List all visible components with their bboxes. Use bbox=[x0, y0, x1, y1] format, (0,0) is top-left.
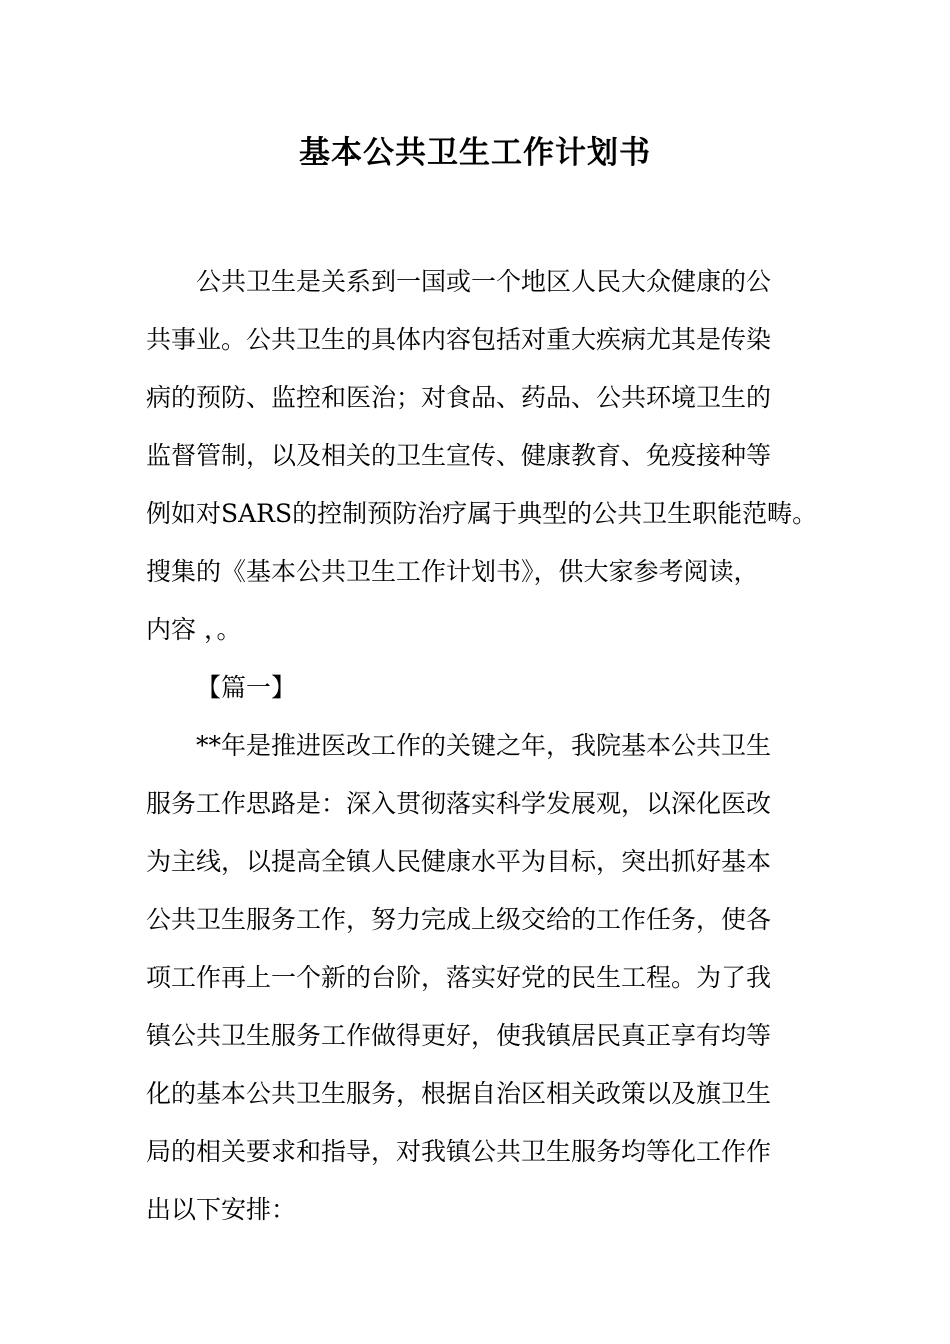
paragraph-body-line-6: 镇公共卫生服务工作做得更好，使我镇居民真正享有均等 bbox=[146, 1021, 772, 1050]
paragraph-intro-line-3: 病的预防、监控和医治；对食品、药品、公共环境卫生的 bbox=[146, 383, 772, 412]
paragraph-body-line-8: 局的相关要求和指导，对我镇公共卫生服务均等化工作作 bbox=[146, 1137, 772, 1166]
paragraph-body-line-3: 为主线，以提高全镇人民健康水平为目标，突出抓好基本 bbox=[146, 847, 772, 876]
paragraph-body-line-9: 出以下安排： bbox=[146, 1195, 297, 1224]
paragraph-intro-line-7: 内容 ，。 bbox=[146, 615, 242, 644]
paragraph-body-line-2: 服务工作思路是：深入贯彻落实科学发展观，以深化医改 bbox=[146, 789, 772, 818]
paragraph-intro-line-4: 监督管制，以及相关的卫生宣传、健康教育、免疫接种等 bbox=[146, 441, 772, 470]
paragraph-body-line-7: 化的基本公共卫生服务，根据自治区相关政策以及旗卫生 bbox=[146, 1079, 772, 1108]
paragraph-intro-line-2: 共事业。公共卫生的具体内容包括对重大疾病尤其是传染 bbox=[146, 325, 772, 354]
paragraph-intro-line-6: 搜集的《基本公共卫生工作计划书》，供大家参考阅读， bbox=[146, 557, 759, 586]
paragraph-body-line-4: 公共卫生服务工作，努力完成上级交给的工作任务，使各 bbox=[146, 905, 772, 934]
section-heading: 【篇一】 bbox=[196, 673, 297, 702]
paragraph-body-line-5: 项工作再上一个新的台阶，落实好党的民生工程。为了我 bbox=[146, 963, 772, 992]
paragraph-intro-line-1: 公共卫生是关系到一国或一个地区人民大众健康的公 bbox=[196, 267, 772, 296]
paragraph-body-line-1: **年是推进医改工作的关键之年，我院基本公共卫生 bbox=[196, 731, 772, 760]
paragraph-intro-line-5: 例如对SARS的控制预防治疗属于典型的公共卫生职能范畴。 bbox=[146, 499, 818, 528]
document-title: 基本公共卫生工作计划书 bbox=[299, 135, 651, 171]
